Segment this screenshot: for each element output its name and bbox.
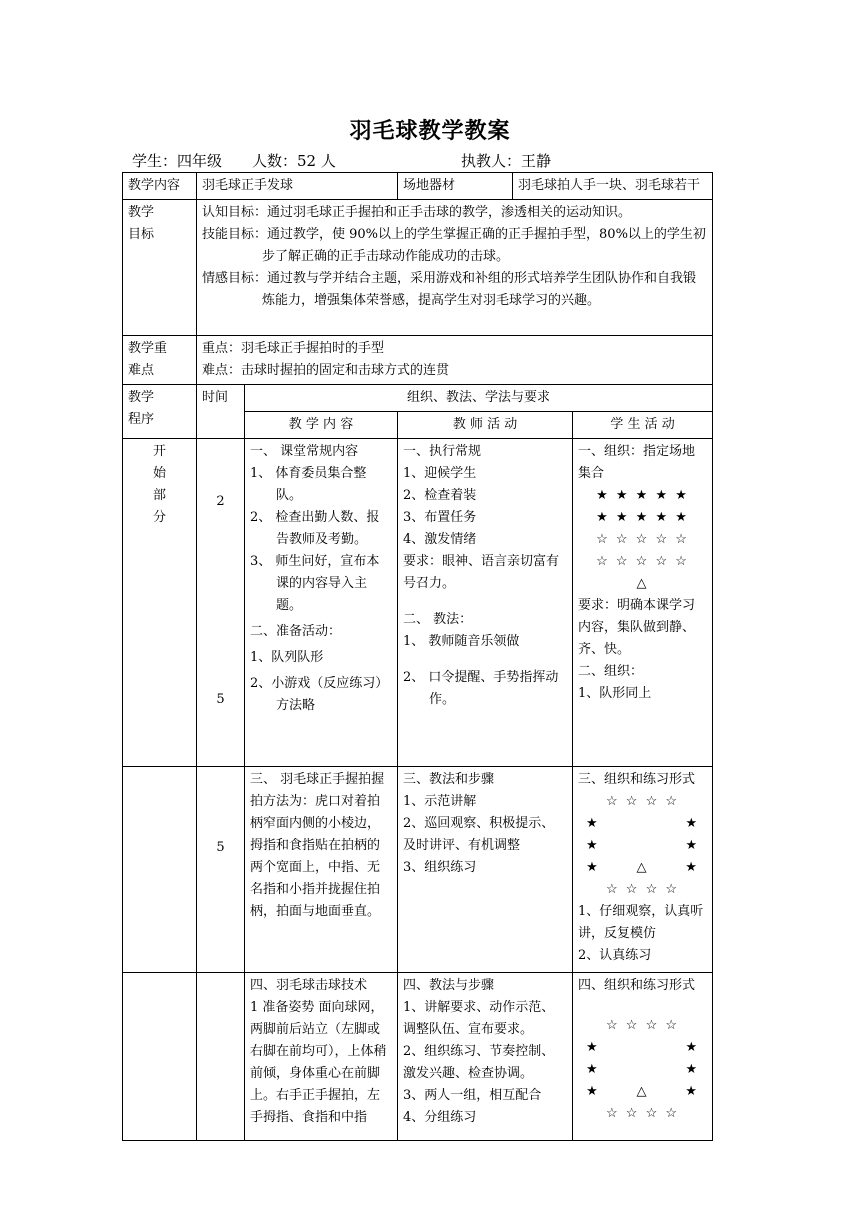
student-line: 要求：明确本课学习内容，集队做到静、齐、快。 [578,598,696,657]
formation-row: ☆ ☆ ☆ ☆ [606,794,680,809]
student-count: 人数：52 人 [252,152,336,170]
content-line: 3、 师生问好，宣布本课的内容导入主题。 [250,554,380,613]
section-stroke-student [573,973,713,1141]
formation-row: ☆ ☆ ☆ ☆ [606,882,680,897]
teacher-line: 1、迎候学生 [403,466,477,481]
procedure-header-row [123,385,713,412]
focus-label-line-1: 教学重 [128,341,168,356]
focus-key: 重点：羽毛球正手握拍时的手型 [202,341,385,356]
teacher-line: 要求：眼神、语言亲切富有号召力。 [403,554,560,591]
col-student-header: 学 生 活 动 [573,412,713,439]
teacher-line: 1、 教师随音乐领做 [403,634,520,649]
time-value: 2 [216,494,225,509]
section-grip-time [197,767,245,973]
col-teacher-header: 教 师 活 动 [398,412,573,439]
teacher-line: 一、执行常规 [403,444,482,459]
equipment-value: 羽毛球拍人手一块、羽毛球若干 [513,173,713,200]
formation-row: ★ ★ ★ ★ ★ [596,510,689,525]
student-line: 四、组织和练习形式 [578,978,696,993]
col-content-header: 教 学 内 容 [245,412,398,439]
content-line: 1、 体育委员集合整队。 [250,466,367,503]
formation-row: ★ △ ★ [586,1084,699,1099]
procedure-label-line-2: 程序 [128,412,155,427]
org-header: 组织、教法、学法与要求 [245,385,713,412]
procedure-label [123,385,197,439]
teacher-line: 3、布置任务 [403,510,477,525]
teacher-line: 3、组织练习 [403,860,477,875]
part-label-empty [123,767,197,973]
student-line: 三、组织和练习形式 [578,772,696,787]
goals-label-line-1: 教学 [128,205,155,220]
goals-row [123,200,713,336]
section-start-time [197,439,245,767]
content-line: 二、准备活动： [250,624,342,639]
teacher-line: 4、分组练习 [403,1110,477,1125]
goals-text [197,200,713,336]
part-label-start [123,439,197,767]
formation-teacher-mark: △ [636,576,649,591]
section-start-content [245,439,398,767]
formation-row: ☆ ☆ ☆ ☆ ☆ [596,532,689,547]
teacher-line: 4、激发情绪 [403,532,477,547]
teacher-line: 1、示范讲解 [403,794,477,809]
focus-text [197,336,713,385]
focus-row [123,336,713,385]
equipment-label: 场地器材 [398,173,513,200]
content-line: 一、 课堂常规内容 [250,444,359,459]
focus-label [123,336,197,385]
section-grip-teacher [398,767,573,973]
part-char: 始 [152,466,166,481]
student-line: 一、组织：指定场地集合 [578,444,696,481]
goal-affective: 情感目标：通过教与学并结合主题，采用游戏和补组的形式培养学生团队协作和自我锻炼能力，增强集体荣誉感，提高学生对羽毛球学习的兴趣。 [202,271,697,308]
section-start-row [123,439,713,767]
section-start-teacher [398,439,573,767]
content-row [123,173,713,200]
teacher-line: 三、教法和步骤 [403,772,495,787]
teacher-line: 3、两人一组，相互配合 [403,1088,542,1103]
focus-difficulty: 难点：击球时握拍的固定和击球方式的连贯 [202,363,450,378]
teacher-line: 2、巡回观察、积极提示、及时讲评、有机调整 [403,816,555,853]
student-line: 1、仔细观察，认真听讲，反复模仿 [578,904,704,941]
formation-row: ★ ★ [585,838,700,853]
goals-label [123,200,197,336]
teacher-line: 四、教法与步骤 [403,978,495,993]
lesson-table [122,172,713,1141]
formation-row: ☆ ☆ ☆ ☆ [606,1018,680,1033]
teacher-line: 2、检查着装 [403,488,477,503]
student-line: 1、队形同上 [578,686,652,701]
content-label: 教学内容 [123,173,197,200]
formation-row: ☆ ☆ ☆ ☆ ☆ [596,554,689,569]
formation-row: ★ ★ [585,1040,700,1055]
section-stroke-teacher [398,973,573,1141]
section-grip-row [123,767,713,973]
content-line: 2、 检查出勤人数、报告教师及考勤。 [250,510,380,547]
section-grip-student [573,767,713,973]
formation-row: ★ ★ ★ ★ ★ [596,488,689,503]
formation-row: ☆ ☆ ☆ ☆ [606,1106,680,1121]
teacher-name: 执教人：王静 [461,152,552,170]
focus-label-line-2: 难点 [128,363,155,378]
formation-row: ★ △ ★ [586,860,699,875]
time-value: 5 [216,692,225,707]
formation-row: ★ ★ [585,816,700,831]
teacher-line: 1、讲解要求、动作示范、调整队伍、宣布要求。 [403,1000,555,1037]
content-line: 2、小游戏（反应练习）方法略 [250,676,389,713]
student-line: 二、组织： [578,664,644,679]
page-title: 羽毛球教学教案 [349,118,511,144]
section-grip-content: 三、 羽毛球正手握拍握拍方法为：虎口对着拍柄窄面内侧的小棱边，拇指和食指贴在拍柄的两个宽面上，中指、无名指和小指并拢握住拍柄，拍面与地面垂直。 [245,767,398,973]
teacher-line: 2、 口令提醒、手势指挥动作。 [403,670,559,707]
part-label-empty [123,973,197,1141]
goal-skill: 技能目标：通过教学，使 90%以上的学生掌握正确的正手握拍手型，80%以上的学生初步了解正确的正手击球动作能成功的击球。 [202,227,706,264]
content-line: 1、队列队形 [250,650,324,665]
goals-label-line-2: 目标 [128,227,155,242]
section-stroke-content [245,973,398,1141]
time-value: 5 [216,840,225,855]
formation-row: ★ ★ [585,1062,700,1077]
content-line: 1 准备姿势 面向球网，两脚前后站立（左脚或右脚在前均可），上体稍前倾，身体重心在前脚上。右手正手握拍，左手拇指、食指和中指 [250,1000,387,1125]
content-line: 四、羽毛球击球技术 [250,978,368,993]
part-char: 分 [152,510,166,525]
section-stroke-time [197,973,245,1141]
time-header: 时间 [197,385,245,439]
content-value: 羽毛球正手发球 [197,173,398,200]
procedure-label-line-1: 教学 [128,390,155,405]
part-char: 开 [152,444,166,459]
student-grade: 学生：四年级 [132,152,223,170]
part-char: 部 [152,488,166,503]
student-line: 2、认真练习 [578,948,652,963]
goal-cognitive: 认知目标：通过羽毛球正手握拍和正手击球的教学，渗透相关的运动知识。 [202,205,632,220]
section-stroke-row [123,973,713,1141]
section-start-student [573,439,713,767]
teacher-line: 2、组织练习、节奏控制、激发兴趣、检查协调。 [403,1044,555,1081]
teacher-line: 二、 教法： [403,612,473,627]
